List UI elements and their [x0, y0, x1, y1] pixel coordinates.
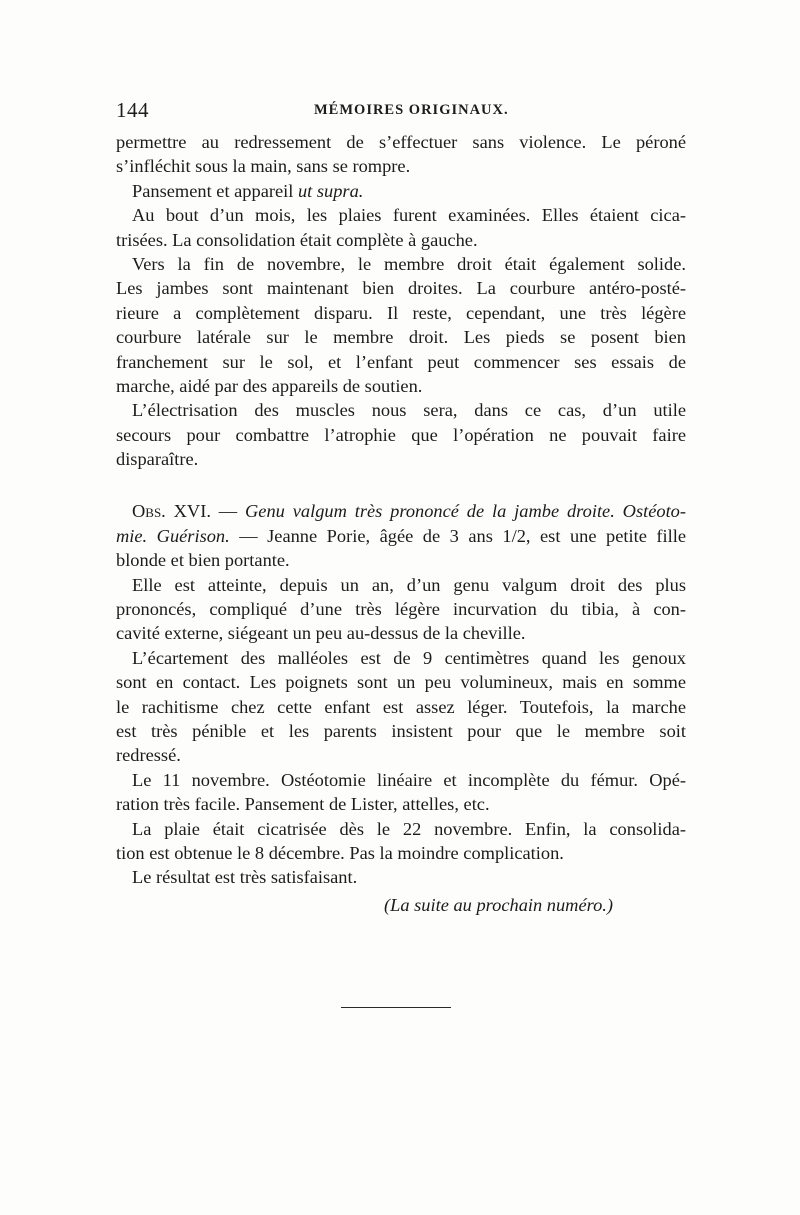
text-line: sont en contact. Les poignets sont un peu volumineux, mais en somme — [116, 672, 686, 693]
text-line: mie. Guérison. — Jeanne Porie, âgée de 3 ans 1/2, est une petite fille — [116, 525, 686, 546]
text-line: L’électrisation des muscles nous sera, dans ce cas, d’un utile — [132, 400, 686, 421]
text-line: ration très facile. Pansement de Lister, attelles, etc. — [116, 794, 490, 815]
text-line: courbure latérale sur le membre droit. Les pieds se posent bien — [116, 327, 686, 348]
text-line: Pansement et appareil ut supra. — [132, 180, 364, 201]
italic-text: ut supra. — [297, 180, 364, 201]
text-line: marche, aidé par des appareils de soutien. — [116, 375, 423, 396]
text-line: Le résultat est très satisfaisant. — [132, 867, 358, 888]
text-line: Les jambes sont maintenant bien droites. La courbure antéro-posté- — [116, 278, 686, 299]
text-line: Le 11 novembre. Ostéotomie linéaire et incomplète du fémur. Opé- — [132, 769, 686, 790]
page-header — [116, 98, 700, 126]
text-line: prononcés, compliqué d’une très légère incurvation du tibia, à con- — [116, 599, 686, 620]
page-number: 144 — [116, 98, 149, 122]
italic-text: mie. Guérison. — [116, 525, 230, 546]
end-rule — [341, 1007, 451, 1008]
text-line: tion est obtenue le 8 décembre. Pas la moindre complication. — [116, 842, 564, 863]
obs-label: Obs. — [132, 501, 166, 522]
text-line: franchement sur le sol, et l’enfant peut commencer ses essais de — [116, 351, 686, 372]
text-line: permettre au redressement de s’effectuer sans violence. Le péroné — [116, 132, 686, 152]
section-gap — [116, 471, 686, 499]
text-line: est très pénible et les parents insistent pour que le membre soit — [116, 720, 686, 741]
text-line: le rachitisme chez cette enfant est assez léger. Toutefois, la marche — [116, 696, 686, 717]
text-line: redressé. — [116, 745, 181, 766]
text-line: Au bout d’un mois, les plaies furent examinées. Elles étaient cica- — [132, 205, 686, 226]
text-line: La plaie était cicatrisée dès le 22 novembre. Enfin, la consolida- — [132, 818, 686, 839]
continuation-note: (La suite au prochain numéro.) — [384, 895, 614, 915]
running-head: MÉMOIRES ORIGINAUX. — [314, 102, 509, 118]
text-line: cavité externe, siégeant un peu au-dessus de la cheville. — [116, 623, 526, 644]
observation-heading: Obs. XVI. — Genu valgum très prononcé de la jambe droite. Ostéoto- — [132, 501, 687, 522]
text-line: Elle est atteinte, depuis un an, d’un genu valgum droit des plus — [132, 574, 686, 595]
text-line: secours pour combattre l’atrophie que l’opération ne pouvait faire — [116, 424, 686, 445]
text-line: blonde et bien portante. — [116, 550, 290, 571]
italic-text: Genu valgum très prononcé de la jambe droite. Ostéoto- — [245, 501, 687, 522]
text-line: trisées. La consolidation était complète à gauche. — [116, 229, 478, 250]
text-line: L’écartement des malléoles est de 9 centimètres quand les genoux — [132, 647, 686, 668]
body-text — [116, 130, 686, 890]
text-line: Vers la fin de novembre, le membre droit était également solide. — [132, 253, 686, 274]
text-line: s’infléchit sous la main, sans se rompre. — [116, 156, 411, 177]
text-line: disparaître. — [116, 449, 199, 470]
text-line: rieure a complètement disparu. Il reste, cependant, une très légère — [116, 302, 686, 323]
